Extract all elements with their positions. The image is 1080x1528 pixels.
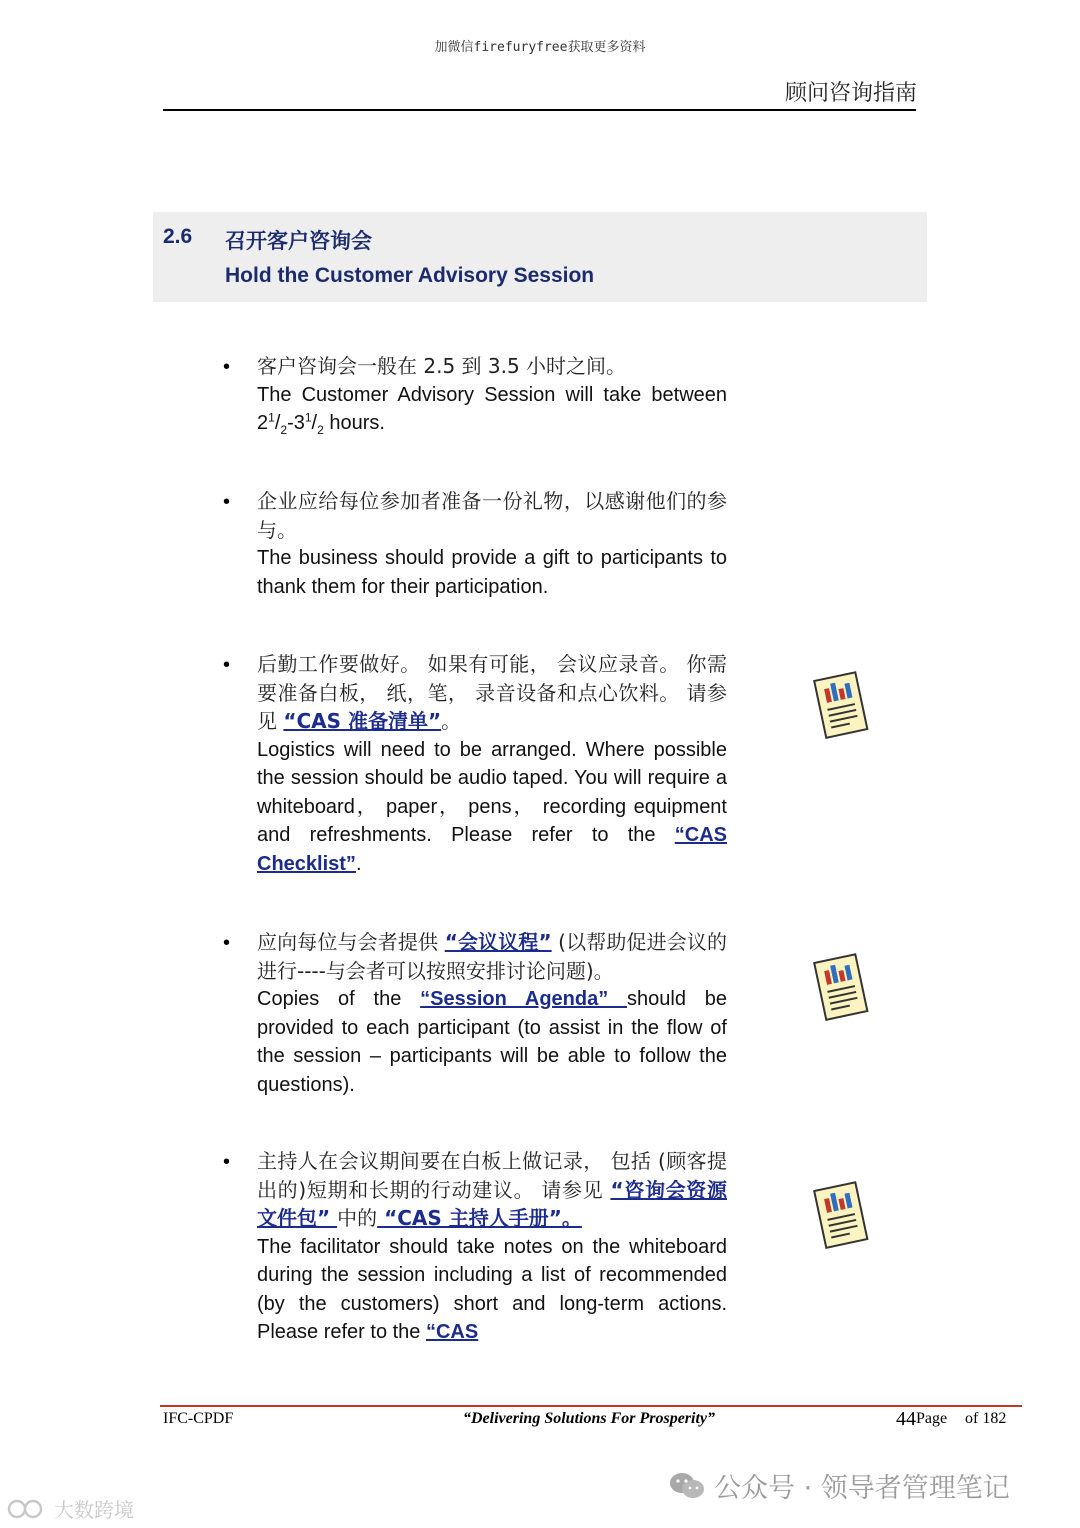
header-rule — [163, 109, 916, 111]
bullet-dot: • — [223, 654, 231, 676]
item-text-zh: 后勤工作要做好。 如果有可能， 会议应录音。 你需要准备白板， 纸，笔， 录音设备和点心饮料。 请参见 “CAS 准备清单”。 — [257, 652, 727, 733]
cas-link[interactable]: “CAS — [425, 1321, 479, 1343]
item-text-zh: 应向每位与会者提供 “会议议程” (以帮助促进会议的进行----与会者可以按照安排讨论问题)。 — [257, 930, 727, 983]
footer-page-total: of 182 — [965, 1410, 1007, 1427]
item-text-en: Logistics will need to be arranged. Where possible the session should be audio taped. You will require a whiteboard， paper， pens， recording equipment and refreshments. Please refer to the “CAS Checklist”. — [257, 738, 727, 875]
header-title: 顾问咨询指南 — [784, 81, 917, 106]
item-text-en: The facilitator should take notes on the whiteboard during the session including a list of recommended (by the customers) short and long-term actions. Please refer to the “CAS — [257, 1235, 727, 1343]
footer-rule — [160, 1405, 1022, 1407]
session-agenda-link-zh[interactable]: “会议议程” — [444, 930, 552, 954]
report-document-icon — [808, 670, 874, 742]
facilitator-manual-link-zh[interactable]: “CAS 主持人手册”。 — [377, 1206, 582, 1230]
wechat-icon — [668, 1470, 706, 1502]
section-number: 2.6 — [163, 225, 193, 248]
bullet-dot: • — [223, 1151, 231, 1173]
bullet-dot: • — [223, 491, 231, 513]
footer-page-number: 44 — [896, 1408, 916, 1430]
report-document-icon — [808, 1180, 874, 1252]
cas-checklist-link[interactable]: “CAS Checklist” — [257, 824, 727, 875]
list-item — [257, 650, 727, 878]
top-note: 加微信firefuryfree获取更多资料 — [434, 40, 646, 55]
report-document-icon — [808, 952, 874, 1024]
site-watermark: 大数跨境 — [6, 1494, 134, 1523]
session-agenda-link[interactable]: “Session Agenda” — [420, 988, 628, 1010]
item-text-zh: 企业应给每位参加者准备一份礼物，以感谢他们的参与。 — [257, 489, 727, 542]
bullet-dot: • — [223, 932, 231, 954]
footer-slogan: “Delivering Solutions For Prosperity” — [463, 1410, 716, 1427]
bullet-dot: • — [223, 356, 231, 378]
footer-page-label: Page — [916, 1410, 948, 1427]
item-text-en: The business should provide a gift to participants to thank them for their participation. — [257, 547, 727, 598]
item-text-zh: 主持人在会议期间要在白板上做记录， 包括 (顾客提出的)短期和长期的行动建议。 请参见 “咨询会资源文件包” 中的 “CAS 主持人手册”。 — [257, 1149, 727, 1230]
item-text-en: Copies of the “Session Agenda” should be provided to each participant (to assist in the flow of the session – participants will be able to follow the questions). — [257, 988, 727, 1096]
list-item — [257, 352, 727, 438]
cas-checklist-link-zh[interactable]: “CAS 准备清单” — [283, 709, 442, 733]
item-text-en: The Customer Advisory Session will take between $2^1/_2-3^1/_2$ hours. — [257, 383, 727, 437]
list-item — [257, 1147, 727, 1347]
footer-doc-id: IFC-CPDF — [163, 1410, 234, 1427]
resource-pack-link-zh[interactable]: “咨询会资源文件包” — [257, 1177, 727, 1230]
section-title-en: Hold the Customer Advisory Session — [225, 264, 595, 287]
item-text-zh: 客户咨询会一般在 2.5 到 3.5 小时之间。 — [257, 354, 627, 378]
watermark-logo-icon — [6, 1498, 50, 1520]
list-item — [257, 487, 727, 601]
section-title-zh: 召开客户咨询会 — [225, 229, 372, 253]
list-item — [257, 928, 727, 1099]
wechat-watermark: 公众号 · 领导者管理笔记 — [668, 1466, 1010, 1505]
